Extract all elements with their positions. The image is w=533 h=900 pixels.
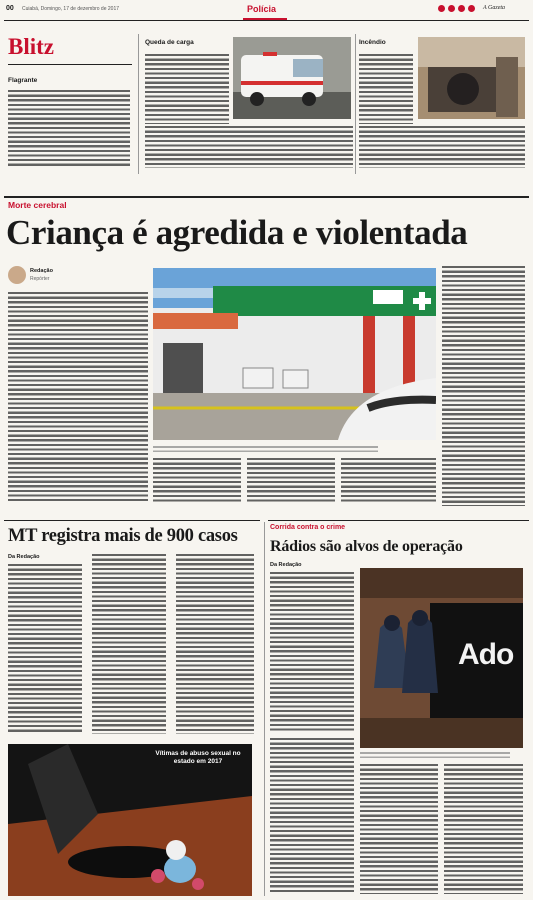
lead-top-rule <box>4 196 529 198</box>
lead-body-column <box>153 458 241 504</box>
pharmacy-photo <box>153 268 436 440</box>
article-kicker: Corrida contra o crime <box>270 524 346 531</box>
blitz-item-body <box>145 54 229 124</box>
column-divider <box>264 522 265 896</box>
blitz-item-body <box>359 54 413 124</box>
police-photo-sign: Ado <box>458 638 514 671</box>
lead-body-column <box>442 266 525 506</box>
article-byline: Da Redação <box>270 562 302 568</box>
lead-body-column <box>247 458 335 504</box>
masthead <box>0 0 533 26</box>
blitz-item-title: Incêndio <box>359 39 386 46</box>
article-body-column <box>92 554 166 734</box>
social-icons <box>438 5 475 12</box>
lead-body-column <box>341 458 436 504</box>
lead-kicker: Morte cerebral <box>8 200 67 210</box>
ambulance-photo <box>233 37 351 119</box>
blitz-item-body <box>359 126 525 168</box>
blitz-section <box>0 28 533 188</box>
photo-caption <box>153 446 378 452</box>
article-byline: Da Redação <box>8 554 40 560</box>
blitz-item-title: Queda de carga <box>145 39 194 46</box>
doll-photo-caption: Vítimas de abuso sexual no estado em 2017 <box>155 750 241 765</box>
article-body-column <box>176 554 254 734</box>
article-radios <box>268 520 533 900</box>
blitz-item-body <box>145 126 353 168</box>
photo-caption <box>360 752 510 758</box>
facebook-icon <box>438 5 445 12</box>
page-number: 00 <box>6 5 14 12</box>
section-label: Polícia <box>247 4 277 14</box>
byline-name: Redação <box>30 268 53 274</box>
author-avatar <box>8 266 26 284</box>
blitz-title-rule <box>8 64 132 65</box>
article-top-rule <box>4 520 260 521</box>
doll-photo <box>8 744 252 896</box>
instagram-icon <box>458 5 465 12</box>
article-body-column <box>360 764 438 894</box>
article-mt-cases <box>0 520 262 900</box>
byline-role: Repórter <box>30 276 50 282</box>
whatsapp-icon <box>468 5 475 12</box>
article-body-column <box>270 738 354 894</box>
article-body-column <box>8 564 82 734</box>
masthead-rule <box>4 20 529 21</box>
article-body-column <box>270 572 354 732</box>
blitz-title: Blitz <box>8 34 54 59</box>
article-headline: Rádios são alvos de operação <box>270 538 463 555</box>
column-divider <box>355 34 356 174</box>
brand: A Gazeta <box>483 5 506 11</box>
blitz-item-body <box>8 90 130 168</box>
lead-body-column <box>8 292 148 502</box>
twitter-icon <box>448 5 455 12</box>
article-body-column <box>444 764 523 894</box>
lead-headline: Criança é agredida e violentada <box>6 213 468 252</box>
article-top-rule <box>268 520 529 521</box>
article-headline: MT registra mais de 900 casos <box>8 526 238 546</box>
column-divider <box>138 34 139 174</box>
blitz-item-title: Flagrante <box>8 77 38 84</box>
fire-photo <box>418 37 525 119</box>
date-line: Cuiabá, Domingo, 17 de dezembro de 2017 <box>22 6 120 12</box>
lead-story <box>0 196 533 518</box>
